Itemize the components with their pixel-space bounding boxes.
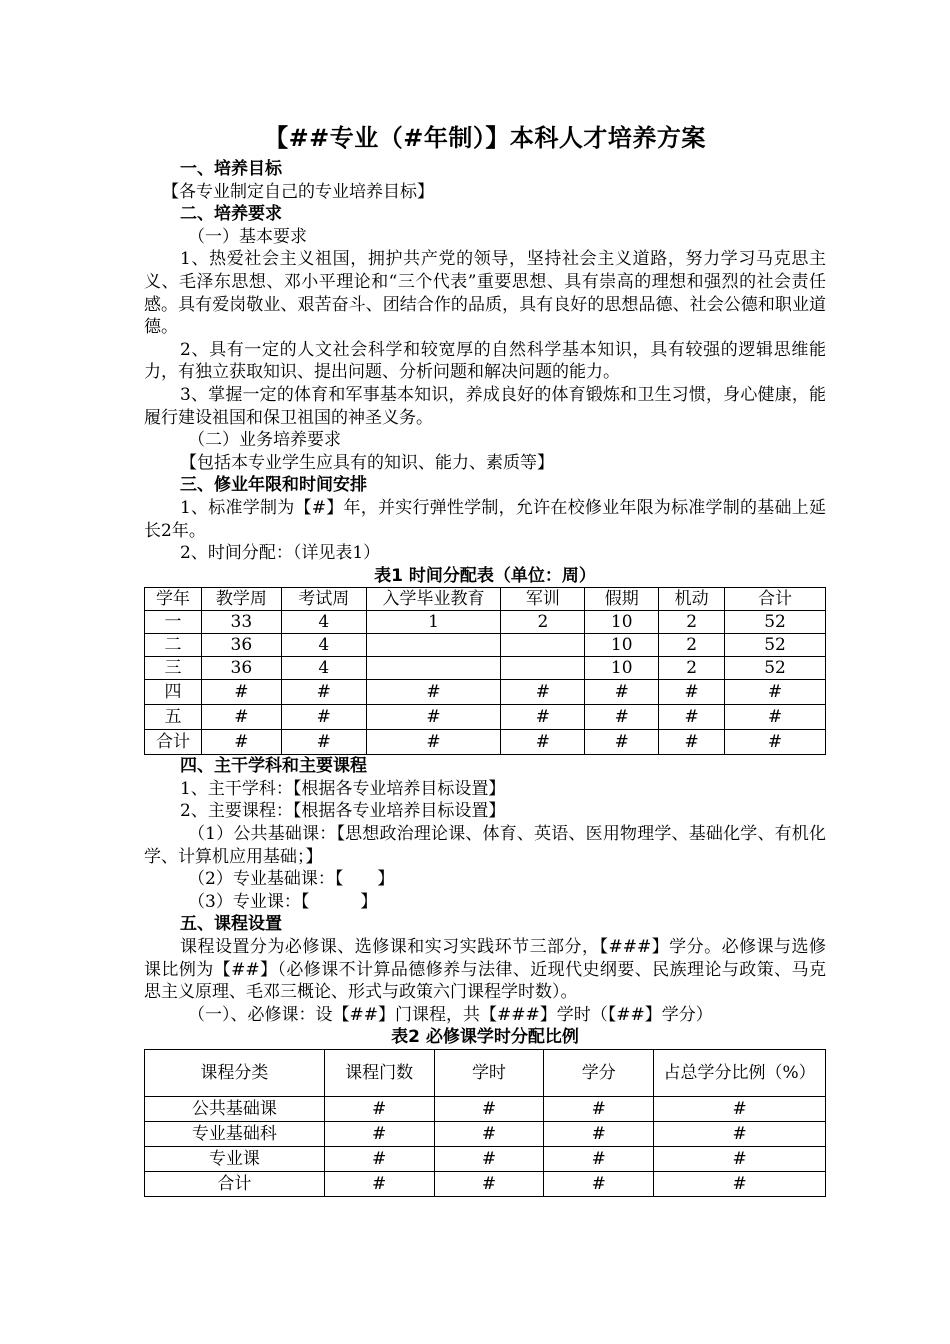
- table-cell: 四: [145, 680, 202, 705]
- table-cell: 52: [725, 657, 826, 680]
- table-cell: [501, 634, 585, 657]
- table-cell: #: [281, 680, 366, 705]
- table-cell: #: [434, 1147, 544, 1172]
- section-heading-disciplines: 四、主干学科和主要课程: [180, 756, 367, 777]
- table-cell: [501, 657, 585, 680]
- table-cell: 10: [585, 657, 659, 680]
- table-cell: #: [281, 730, 366, 755]
- table-cell: #: [501, 730, 585, 755]
- disciplines-paragraph-1: 1、主干学科：【根据各专业培养目标设置】: [180, 778, 506, 799]
- document-page: [144, 118, 826, 1197]
- table-cell: 2: [659, 634, 725, 657]
- table-cell: 4: [281, 634, 366, 657]
- time-allocation-table: [144, 587, 826, 755]
- required-courses-heading: （一）、必修课：设【##】门课程，共【###】学时（【##】学分）: [188, 1004, 713, 1025]
- table-cell: #: [585, 680, 659, 705]
- section-heading-schedule: 三、修业年限和时间安排: [180, 475, 367, 496]
- section-heading-requirements: 二、培养要求: [180, 204, 282, 225]
- table-cell: 专业基础科: [145, 1122, 325, 1147]
- table-cell: 五: [145, 705, 202, 730]
- table-cell: #: [544, 1122, 654, 1147]
- table-cell: #: [324, 1172, 434, 1197]
- requirement-paragraph-1: 1、热爱社会主义祖国，拥护共产党的领导，坚持社会主义道路，努力学习马克思主义、毛泽东思想、邓小平理论和“三个代表”重要思想、具有崇高的理想和强烈的社会责任感。具有爱岗敬业、艰苦奋斗、团结合作的品质，具有良好的思想品德、社会公德和职业道德。: [144, 249, 826, 338]
- table-cell: #: [324, 1097, 434, 1122]
- table-cell: 公共基础课: [145, 1097, 325, 1122]
- table-cell: #: [281, 705, 366, 730]
- business-requirements-heading: （二）业务培养要求: [188, 430, 341, 451]
- table-cell: 一: [145, 611, 202, 634]
- table1-header: 机动: [659, 588, 725, 611]
- table-cell: 二: [145, 634, 202, 657]
- table2-header-row: [145, 1050, 826, 1097]
- table-cell: #: [366, 680, 501, 705]
- table-cell: #: [366, 730, 501, 755]
- table-cell: #: [659, 730, 725, 755]
- table-cell: #: [201, 730, 281, 755]
- disciplines-paragraph-2: 2、主要课程：【根据各专业培养目标设置】: [180, 801, 506, 822]
- table2-header: 课程分类: [145, 1050, 325, 1097]
- table-cell: [366, 634, 501, 657]
- table-cell: #: [366, 705, 501, 730]
- table-cell: [366, 657, 501, 680]
- table-row: [145, 730, 826, 755]
- table-row: [145, 1147, 826, 1172]
- table1-header: 入学毕业教育: [366, 588, 501, 611]
- table-cell: 36: [201, 657, 281, 680]
- table-cell: #: [201, 705, 281, 730]
- course-item-professional: （3）专业课：【 】: [188, 891, 378, 912]
- table-cell: #: [654, 1147, 826, 1172]
- table-cell: #: [501, 680, 585, 705]
- table-cell: #: [434, 1097, 544, 1122]
- course-item-professional-basic: （2）专业基础课：【 】: [188, 869, 395, 890]
- table-cell: 2: [659, 611, 725, 634]
- table1-header: 假期: [585, 588, 659, 611]
- table-cell: 52: [725, 611, 826, 634]
- schedule-paragraph-1: 1、标准学制为【#】年，并实行弹性学制，允许在校修业年限为标准学制的基础上延长2年。: [144, 497, 826, 541]
- section-heading-goals: 一、培养目标: [180, 159, 282, 179]
- course-item-public: （1）公共基础课：【思想政治理论课、体育、英语、医用物理学、基础化学、有机化学、计算机应用基础；】: [144, 824, 826, 867]
- table1-header: 军训: [501, 588, 585, 611]
- table-row: [145, 634, 826, 657]
- table1-header-row: [145, 588, 826, 611]
- business-requirements-text: 【包括本专业学生应具有的知识、能力、素质等】: [180, 452, 554, 473]
- table1-caption: 表1 时间分配表（单位：周）: [374, 565, 596, 586]
- table2-header: 学时: [434, 1050, 544, 1097]
- table2-caption: 表2 必修课学时分配比例: [391, 1027, 579, 1048]
- requirement-paragraph-3: 3、掌握一定的体育和军事基本知识，养成良好的体育锻炼和卫生习惯，身心健康，能履行建设祖国和保卫祖国的神圣义务。: [144, 384, 826, 428]
- goals-text: 【各专业制定自己的专业培养目标】: [162, 181, 434, 202]
- table1-header: 合计: [725, 588, 826, 611]
- table-cell: #: [544, 1172, 654, 1197]
- table-cell: 52: [725, 634, 826, 657]
- curriculum-paragraph: 课程设置分为必修课、选修课和实习实践环节三部分，【###】学分。必修课与选修课比例为【##】（必修课不计算品德修养与法律、近现代史纲要、民族理论与政策、马克思主义原理、毛邓三概论、形式与政策六门课程学时数）。: [144, 937, 826, 1003]
- table-cell: 10: [585, 634, 659, 657]
- table-cell: #: [725, 730, 826, 755]
- table-row: [145, 1172, 826, 1197]
- table-cell: #: [501, 705, 585, 730]
- table-cell: #: [585, 705, 659, 730]
- table-cell: 2: [501, 611, 585, 634]
- table2-header: 课程门数: [324, 1050, 434, 1097]
- table1-header: 教学周: [201, 588, 281, 611]
- table-cell: 33: [201, 611, 281, 634]
- table-cell: #: [654, 1122, 826, 1147]
- table-cell: #: [544, 1147, 654, 1172]
- table-cell: 合计: [145, 1172, 325, 1197]
- table-cell: #: [434, 1172, 544, 1197]
- table-cell: #: [434, 1122, 544, 1147]
- table-row: [145, 657, 826, 680]
- requirement-paragraph-2: 2、具有一定的人文社会科学和较宽厚的自然科学基本知识，具有较强的逻辑思维能力，有独立获取知识、提出问题、分析问题和解决问题的能力。: [144, 339, 826, 383]
- document-title: 【##专业（#年制）】本科人才培养方案: [264, 124, 706, 152]
- table-cell: 1: [366, 611, 501, 634]
- table-cell: 4: [281, 611, 366, 634]
- table-cell: #: [659, 680, 725, 705]
- table2-header: 占总学分比例（%）: [654, 1050, 826, 1097]
- table-cell: 三: [145, 657, 202, 680]
- required-course-table: [144, 1049, 826, 1197]
- table-cell: #: [654, 1172, 826, 1197]
- table-cell: 4: [281, 657, 366, 680]
- table-cell: #: [324, 1147, 434, 1172]
- table-cell: #: [725, 705, 826, 730]
- table-row: [145, 680, 826, 705]
- table-cell: #: [585, 730, 659, 755]
- table-cell: 10: [585, 611, 659, 634]
- table-cell: 36: [201, 634, 281, 657]
- table-cell: #: [201, 680, 281, 705]
- table-row: [145, 705, 826, 730]
- table-cell: #: [654, 1097, 826, 1122]
- table-cell: 专业课: [145, 1147, 325, 1172]
- table-row: [145, 1097, 826, 1122]
- table-cell: #: [544, 1097, 654, 1122]
- table-row: [145, 1122, 826, 1147]
- table2-header: 学分: [544, 1050, 654, 1097]
- table-cell: #: [324, 1122, 434, 1147]
- table-cell: 2: [659, 657, 725, 680]
- basic-requirements-heading: （一）基本要求: [188, 226, 307, 247]
- table1-header: 学年: [145, 588, 202, 611]
- section-heading-curriculum: 五、课程设置: [180, 914, 282, 935]
- table-cell: #: [659, 705, 725, 730]
- table-cell: 合计: [145, 730, 202, 755]
- table-row: [145, 611, 826, 634]
- table1-header: 考试周: [281, 588, 366, 611]
- table-cell: #: [725, 680, 826, 705]
- schedule-paragraph-2: 2、时间分配：（详见表1）: [180, 543, 381, 564]
